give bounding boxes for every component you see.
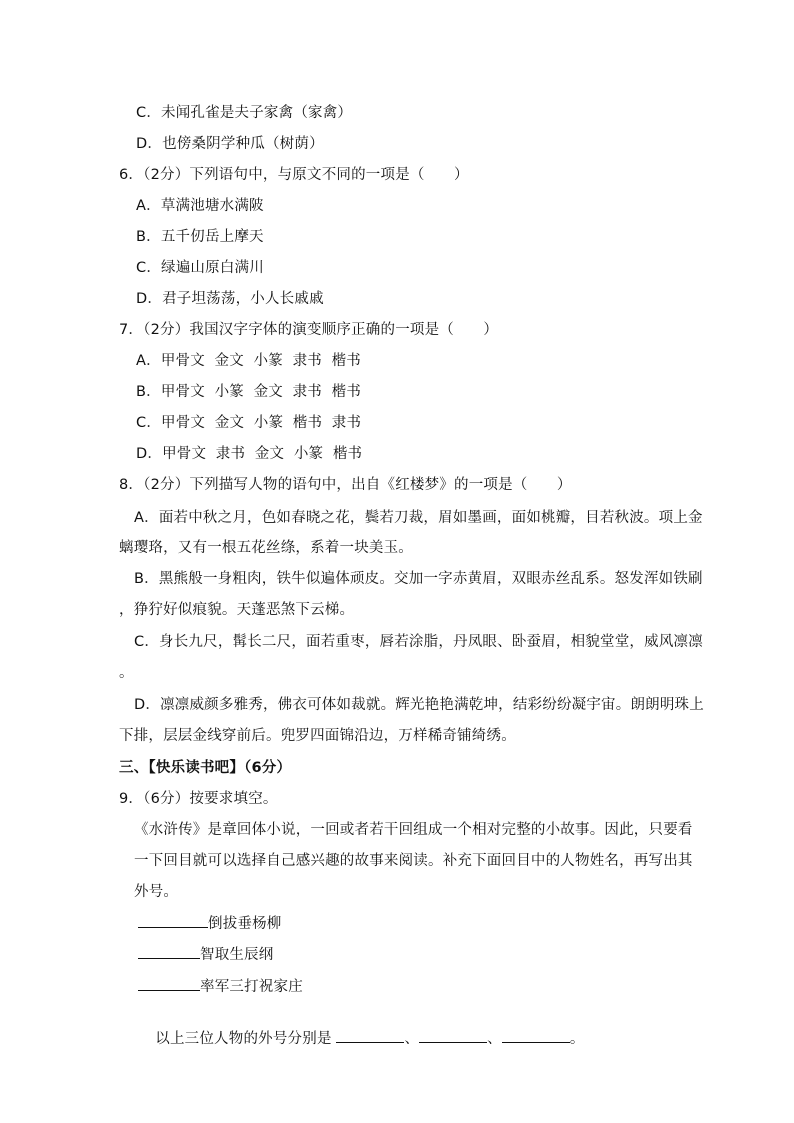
q8-option-b-line2[interactable]: ，狰狞好似痕貌。天蓬恶煞下云梯。 [119, 602, 355, 618]
q9-blank-3[interactable] [138, 976, 200, 991]
q7-option-b[interactable]: B．甲骨文 小篆 金文 隶书 楷书 [136, 384, 362, 400]
q9-nickname-blank-1[interactable] [336, 1028, 404, 1043]
q9-blank-2[interactable] [138, 944, 200, 959]
q6-option-a[interactable]: A．草满池塘水满陂 [136, 198, 264, 214]
q8-option-d-line2[interactable]: 下排，层层金线穿前后。兜罗四面锦沿边，万样稀奇铺绮绣。 [119, 728, 516, 744]
q8-option-d-line1[interactable]: D．凛凛威颜多雅秀，佛衣可体如裁就。辉光艳艳满乾坤，结彩纷纷凝宇宙。朗朗明珠上 [134, 697, 704, 713]
q7-option-a[interactable]: A．甲骨文 金文 小篆 隶书 楷书 [136, 353, 361, 369]
q9-para-line3: 外号。 [134, 884, 179, 900]
q9-stem: 9．（6分）按要求填空。 [119, 791, 278, 807]
q9-para-line1: 《水浒传》是章回体小说，一回或者若干回组成一个相对完整的小故事。因此，只要看 [134, 822, 693, 838]
q9-nickname-blank-3[interactable] [502, 1028, 570, 1043]
q9-sep-2: 、 [487, 1031, 502, 1047]
q7-option-c[interactable]: C．甲骨文 金文 小篆 楷书 隶书 [136, 415, 362, 431]
q9-sep-1: 、 [404, 1031, 420, 1047]
q9-item-1-label: 倒拔垂杨柳 [208, 916, 282, 932]
q9-item-3 [138, 976, 303, 997]
q9-item-3-label: 率军三打祝家庄 [200, 979, 303, 995]
q6-option-b[interactable]: B．五千仞岳上摩天 [136, 229, 264, 245]
q9-blank-1[interactable] [138, 913, 208, 928]
q9-item-1 [138, 913, 282, 934]
q5-option-d[interactable]: D．也傍桑阴学种瓜（树荫） [136, 136, 324, 152]
q9-item-2 [138, 944, 274, 965]
q8-option-a-line2[interactable]: 螭璎珞，又有一根五花丝绦，系着一块美玉。 [119, 540, 413, 556]
q7-option-d[interactable]: D．甲骨文 隶书 金文 小篆 楷书 [136, 446, 363, 462]
q7-stem: 7．（2分）我国汉字字体的演变顺序正确的一项是（ ） [119, 322, 499, 338]
q8-option-a-line1[interactable]: A．面若中秋之月，色如春晓之花，鬓若刀裁，眉如墨画，面如桃瓣，目若秋波。项上金 [134, 510, 703, 526]
q5-option-c[interactable]: C．未闻孔雀是夫子家禽（家禽） [136, 105, 353, 121]
q9-end-mark: 。 [569, 1031, 585, 1047]
q8-option-c-line1[interactable]: C．身长九尺，髯长二尺，面若重枣，唇若涂脂，丹凤眼、卧蚕眉，相貌堂堂，威风凛凛 [134, 634, 703, 650]
q8-option-c-line2[interactable]: 。 [119, 665, 134, 681]
q9-item-2-label: 智取生辰纲 [200, 947, 274, 963]
q9-para-line2: 一下回目就可以选择自己感兴趣的故事来阅读。补充下面回目中的人物姓名，再写出其 [134, 853, 693, 869]
q8-option-b-line1[interactable]: B．黑熊般一身粗肉，铁牛似遍体顽皮。交加一字赤黄眉，双眼赤丝乱系。怒发浑如铁刷 [134, 571, 703, 587]
q8-stem: 8．（2分）下列描写人物的语句中，出自《红楼梦》的一项是（ ） [119, 477, 572, 493]
q6-option-d[interactable]: D．君子坦荡荡，小人长戚戚 [136, 291, 324, 307]
q6-stem: 6．（2分）下列语句中，与原文不同的一项是（ ） [119, 167, 469, 183]
q9-nickname-line [136, 1008, 585, 1069]
q9-nickname-blank-2[interactable] [419, 1028, 487, 1043]
q9-nickname-prefix: 以上三位人物的外号分别是 [155, 1031, 337, 1047]
section-3-title: 三、【快乐读书吧】（6分） [119, 760, 292, 776]
q6-option-c[interactable]: C．绿遍山原白满川 [136, 260, 264, 276]
